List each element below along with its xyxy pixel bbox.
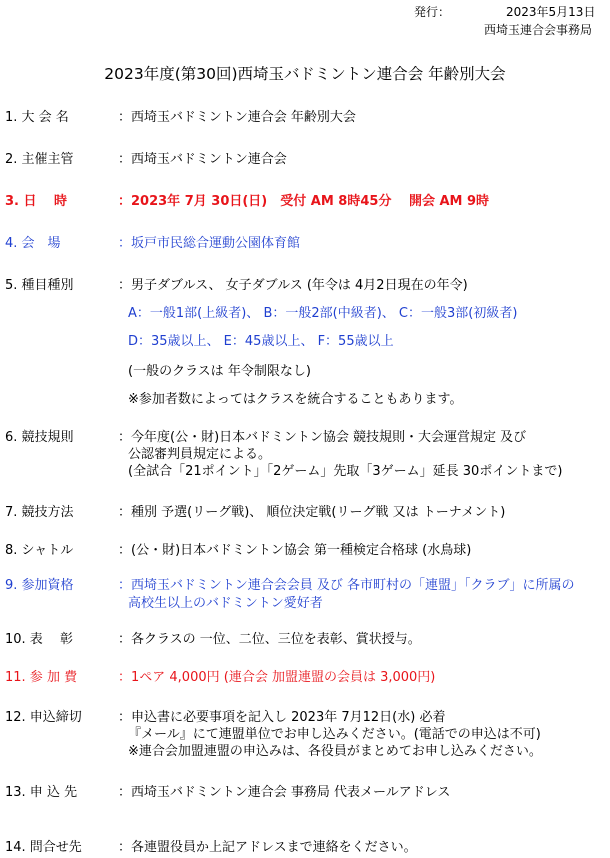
- item-5-classes-2: D：35歳以上、 E：45歳以上、 F：55歳以上: [128, 334, 394, 349]
- issue-label: 発行：: [414, 5, 451, 19]
- item-5-note-2: ※参加者数によってはクラスを統合することもあります。: [128, 392, 463, 407]
- item-6-label: 6. 競技規則: [5, 430, 74, 445]
- item-12-value: ：申込書に必要事項を記入し 2023年 7月12日(水) 必着: [118, 710, 446, 725]
- item-6-line-2: 公認審判員規定による。: [128, 447, 272, 462]
- item-2-label: 2. 主催主管: [5, 152, 74, 167]
- item-5-label: 5. 種目種別: [5, 278, 74, 293]
- page-title: 2023年度(第30回)西埼玉バドミントン連合会 年齢別大会: [104, 65, 506, 83]
- item-11-label: 11. 参 加 費: [5, 670, 78, 685]
- item-5-value: ：男子ダブルス、 女子ダブルス (年令は 4月2日現在の年令): [118, 278, 468, 293]
- item-12-label: 12. 申込締切: [5, 710, 82, 725]
- issuer: 西埼玉連合会事務局: [484, 23, 593, 37]
- item-14-value: ：各連盟役員か上記アドレスまで連絡をください。: [118, 840, 417, 855]
- item-6-value: ：今年度(公・財)日本バドミントン協会 競技規則・大会運営規定 及び: [118, 430, 527, 445]
- item-10-label: 10. 表 彰: [5, 632, 73, 647]
- item-7-value: ：種別 予選(リーグ戦)、 順位決定戦(リーグ戦 又は トーナメント): [118, 505, 506, 520]
- item-8-value: ：(公・財)日本バドミントン協会 第一種検定合格球 (水鳥球): [118, 543, 472, 558]
- item-7-label: 7. 競技方法: [5, 505, 74, 520]
- item-10-value: ：各クラスの 一位、二位、三位を表彰、賞状授与。: [118, 632, 421, 647]
- item-4-label: 4. 会 場: [5, 236, 61, 251]
- item-9-label: 9. 参加資格: [5, 578, 74, 593]
- item-11-value: ：1ペア 4,000円 (連合会 加盟連盟の会員は 3,000円): [118, 670, 436, 685]
- item-3-value: ：2023年 7月 30日(日) 受付 AM 8時45分 開会 AM 9時: [118, 194, 490, 209]
- item-8-label: 8. シャトル: [5, 543, 74, 558]
- item-2-value: ：西埼玉バドミントン連合会: [118, 152, 287, 167]
- item-1-value: ：西埼玉バドミントン連合会 年齢別大会: [118, 110, 356, 125]
- item-5-classes-1: A：一般1部(上級者)、 B：一般2部(中級者)、 C：一般3部(初級者): [128, 306, 518, 321]
- item-4-value: ：坂戸市民総合運動公園体育館: [118, 236, 301, 251]
- item-13-value: ：西埼玉バドミントン連合会 事務局 代表メールアドレス: [118, 785, 451, 800]
- item-9-value: ：西埼玉バドミントン連合会会員 及び 各市町村の「連盟」「クラブ」に所属の: [118, 578, 575, 593]
- item-1-label: 1. 大 会 名: [5, 110, 69, 125]
- item-3-label: 3. 日 時: [5, 194, 68, 209]
- item-14-label: 14. 問合せ先: [5, 840, 82, 855]
- item-13-label: 13. 申 込 先: [5, 785, 78, 800]
- item-12-line-3: ※連合会加盟連盟の申込みは、各役員がまとめてお申し込みください。: [128, 744, 542, 759]
- issue-date: 2023年5月13日: [506, 5, 596, 19]
- item-5-note-1: (一般のクラスは 年令制限なし): [128, 364, 311, 379]
- item-6-line-3: (全試合「21ポイント」「2ゲーム」先取「3ゲーム」延長 30ポイントまで): [128, 464, 563, 479]
- item-9-line-2: 高校生以上のバドミントン愛好者: [128, 596, 323, 611]
- item-12-line-2: 『メール』にて連盟単位でお申し込みください。(電話での申込は不可): [128, 727, 541, 742]
